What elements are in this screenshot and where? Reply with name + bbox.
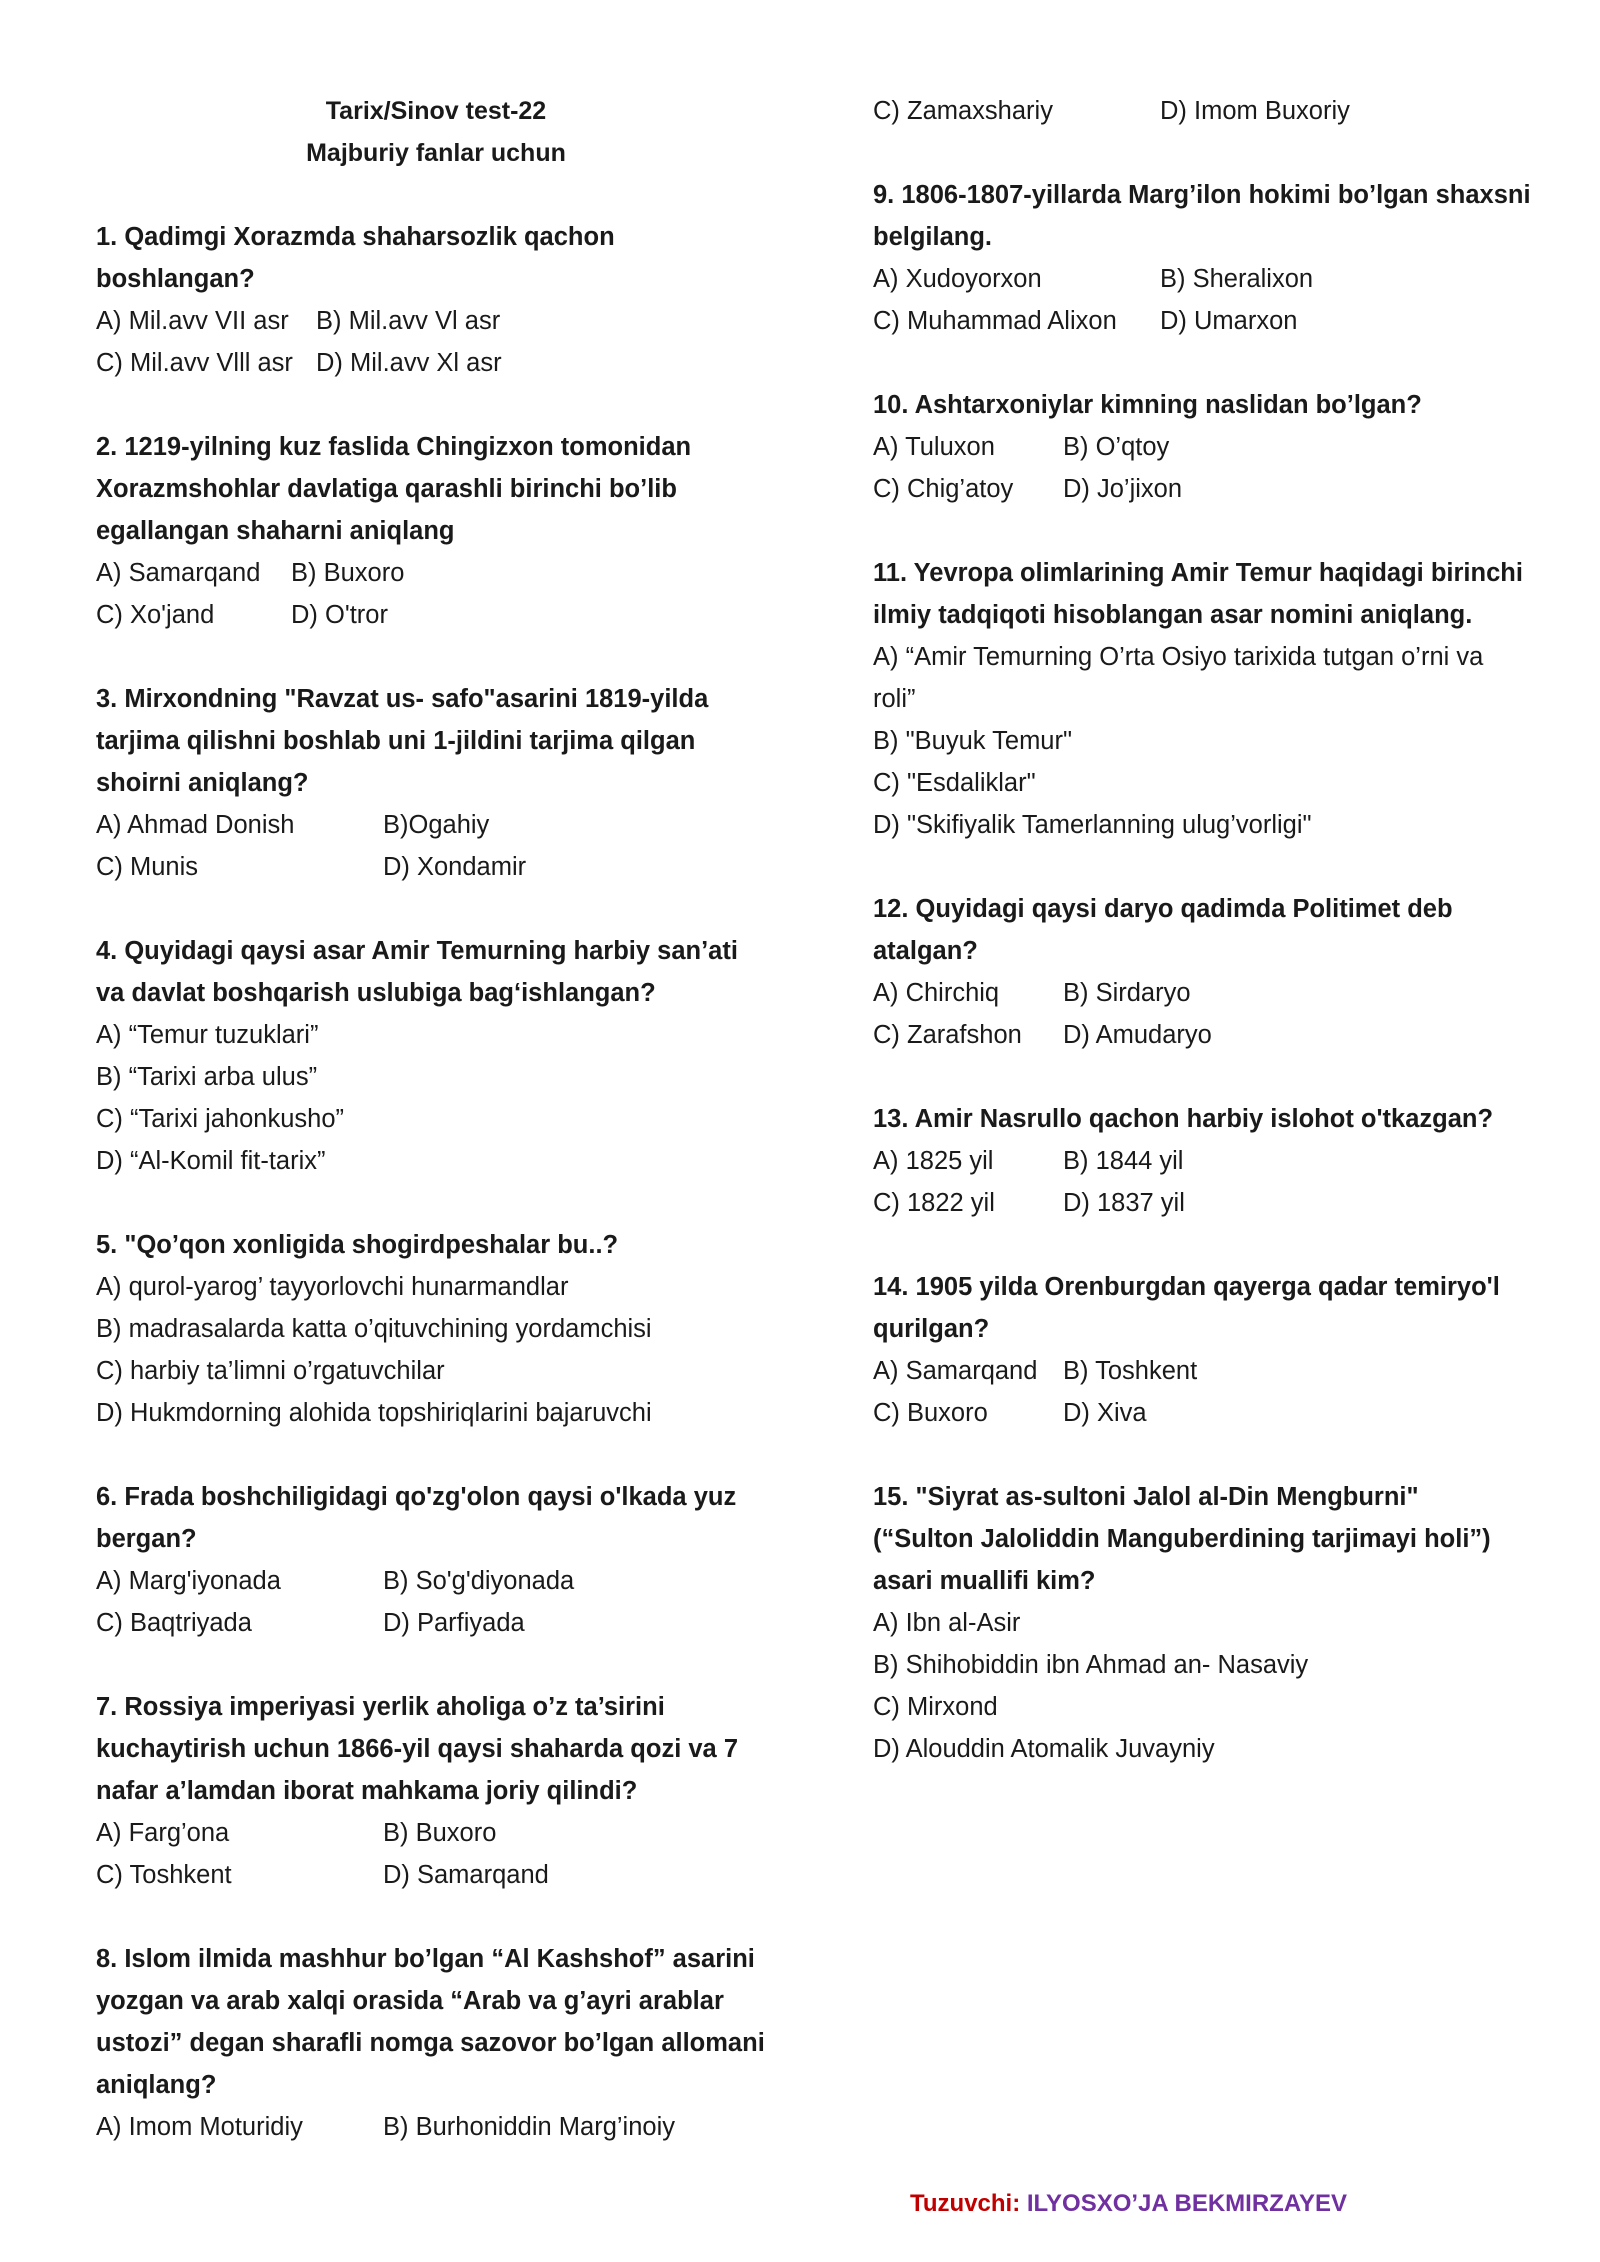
answer-option: A) Imom Moturidiy (96, 2113, 303, 2141)
question-text: qurilgan? (873, 1315, 990, 1343)
question-q9 (873, 174, 1573, 342)
question-q10 (873, 384, 1573, 510)
option-row (96, 1140, 796, 1182)
option-row (873, 1686, 1573, 1728)
answer-option: D) “Al-Komil fit-tarix” (96, 1147, 326, 1175)
answer-option: C) Mirxond (873, 1693, 998, 1721)
answer-option: A) Marg'iyonada (96, 1567, 281, 1595)
option-row (96, 1560, 796, 1602)
page-subtitle: Majburiy fanlar uchun (306, 139, 566, 167)
answer-option: C) Baqtriyada (96, 1609, 252, 1637)
answer-option: B) O’qtoy (1063, 433, 1170, 461)
option-row (873, 468, 1573, 510)
answer-option: D) Hukmdorning alohida topshiriqlarini bajaruvchi (96, 1399, 652, 1427)
author-label: Tuzuvchi: (910, 2190, 1021, 2217)
option-row (873, 300, 1573, 342)
answer-option: A) Chirchiq (873, 979, 1000, 1007)
answer-option: D) Alouddin Atomalik Juvayniy (873, 1735, 1215, 1763)
option-row (873, 1182, 1573, 1224)
answer-option: roli” (873, 685, 916, 713)
question-text: 2. 1219-yilning kuz faslida Chingizxon tomonidan (96, 433, 692, 461)
answer-option: D) Xondamir (383, 853, 527, 881)
answer-option: C) Toshkent (96, 1861, 232, 1889)
answer-option: D) Jo’jixon (1063, 475, 1183, 503)
answer-option: C) Xo'jand (96, 601, 215, 629)
question-text: 13. Amir Nasrullo qachon harbiy islohot o'tkazgan? (873, 1105, 1494, 1133)
answer-option: C) Muhammad Alixon (873, 307, 1117, 335)
answer-option: D) Mil.avv Xl asr (316, 349, 502, 377)
answer-option: C) Zamaxshariy (873, 97, 1053, 125)
option-row (96, 342, 796, 384)
option-row (873, 720, 1573, 762)
question-text: 10. Ashtarxoniylar kimning naslidan bo’lgan? (873, 391, 1422, 419)
answer-option: A) Ahmad Donish (96, 811, 295, 839)
option-row (96, 1266, 796, 1308)
option-row (96, 300, 796, 342)
option-row (96, 1350, 796, 1392)
question-text: atalgan? (873, 937, 978, 965)
question-q11 (873, 552, 1573, 846)
question-q3 (96, 678, 796, 888)
question-text: 5. "Qo’qon xonligida shogirdpeshalar bu..? (96, 1231, 619, 1259)
header (96, 90, 776, 174)
option-row (96, 1602, 796, 1644)
option-row (873, 90, 1573, 132)
question-q4 (96, 930, 796, 1182)
question-text: 1. Qadimgi Xorazmda shaharsozlik qachon (96, 223, 615, 251)
option-row (873, 1350, 1573, 1392)
option-row (873, 1644, 1573, 1686)
option-row (96, 1056, 796, 1098)
answer-option: C) harbiy ta’limni o’rgatuvchilar (96, 1357, 445, 1385)
question-text: 11. Yevropa olimlarining Amir Temur haqidagi birinchi (873, 559, 1523, 587)
option-row (96, 1098, 796, 1140)
answer-option: B) Sirdaryo (1063, 979, 1191, 1007)
right-column (873, 90, 1573, 1812)
question-text: 6. Frada boshchiligidagi qo'zg'olon qaysi o'lkada yuz (96, 1483, 737, 1511)
answer-option: C) “Tarixi jahonkusho” (96, 1105, 345, 1133)
answer-option: A) qurol-yarog’ tayyorlovchi hunarmandlar (96, 1273, 569, 1301)
answer-option: A) 1825 yil (873, 1147, 994, 1175)
option-row (96, 1014, 796, 1056)
answer-option: A) Xudoyorxon (873, 265, 1042, 293)
question-q2 (96, 426, 796, 636)
answer-option: D) Amudaryo (1063, 1021, 1212, 1049)
option-row (873, 258, 1573, 300)
option-row (96, 1812, 796, 1854)
option-row (873, 636, 1573, 678)
answer-option: A) “Amir Temurning O’rta Osiyo tarixida tutgan o’rni va (873, 643, 1484, 671)
answer-option: D) Imom Buxoriy (1160, 97, 1350, 125)
question-text: 7. Rossiya imperiyasi yerlik aholiga o’z ta’sirini (96, 1693, 665, 1721)
question-q15 (873, 1476, 1573, 1770)
question-text: boshlangan? (96, 265, 255, 293)
answer-option: A) Samarqand (96, 559, 261, 587)
option-row (873, 1014, 1573, 1056)
page-title: Tarix/Sinov test-22 (325, 97, 547, 125)
question-text: 12. Quyidagi qaysi daryo qadimda Politimet deb (873, 895, 1453, 923)
question-text: nafar a’lamdan iborat mahkama joriy qilindi? (96, 1777, 638, 1805)
answer-option: D) O'tror (291, 601, 388, 629)
author-name: ILYOSXO’JA BEKMIRZAYEV (1026, 2190, 1347, 2217)
question-q1 (96, 216, 796, 384)
answer-option: B) “Tarixi arba ulus” (96, 1063, 318, 1091)
question-text: Xorazmshohlar davlatiga qarashli birinchi bo’lib (96, 475, 677, 503)
question-text: ilmiy tadqiqoti hisoblangan asar nomini aniqlang. (873, 601, 1473, 629)
answer-option: D) Samarqand (383, 1861, 549, 1889)
option-row (96, 552, 796, 594)
answer-option: A) Ibn al-Asir (873, 1609, 1021, 1637)
question-text: kuchaytirish uchun 1866-yil qaysi shaharda qozi va 7 (96, 1735, 738, 1763)
option-row (873, 804, 1573, 846)
question-q8 (96, 1938, 796, 2148)
answer-option: B) 1844 yil (1063, 1147, 1184, 1175)
question-text: aniqlang? (96, 2071, 217, 2099)
answer-option: C) Zarafshon (873, 1021, 1022, 1049)
question-text: egallangan shaharni aniqlang (96, 517, 455, 545)
option-row (96, 1392, 796, 1434)
question-text: asari muallifi kim? (873, 1567, 1096, 1595)
answer-option: B) madrasalarda katta o’qituvchining yordamchisi (96, 1315, 652, 1343)
question-q5 (96, 1224, 796, 1434)
answer-option: B) Sheralixon (1160, 265, 1314, 293)
question-text: tarjima qilishni boshlab uni 1-jildini tarjima qilgan (96, 727, 696, 755)
question-text: bergan? (96, 1525, 197, 1553)
answer-option: A) Samarqand (873, 1357, 1038, 1385)
question-text: 15. "Siyrat as-sultoni Jalol al-Din Mengburni" (873, 1483, 1419, 1511)
option-row (873, 1392, 1573, 1434)
question-q8c (873, 90, 1573, 132)
option-row (96, 2106, 796, 2148)
option-row (96, 804, 796, 846)
answer-option: C) Buxoro (873, 1399, 988, 1427)
question-text: va davlat boshqarish uslubiga bag‘ishlangan? (96, 979, 656, 1007)
question-text: yozgan va arab xalqi orasida “Arab va g’ayri arablar (96, 1987, 724, 2015)
answer-option: B) Mil.avv Vl asr (316, 307, 501, 335)
question-q12 (873, 888, 1573, 1056)
answer-option: C) Chig’atoy (873, 475, 1014, 503)
answer-option: B) Toshkent (1063, 1357, 1198, 1385)
question-text: 3. Mirxondning "Ravzat us- safo"asarini 1819-yilda (96, 685, 709, 713)
answer-option: A) Mil.avv VII asr (96, 307, 289, 335)
option-row (873, 426, 1573, 468)
option-row (873, 1602, 1573, 1644)
answer-option: C) Mil.avv Vlll asr (96, 349, 293, 377)
question-q13 (873, 1098, 1573, 1224)
answer-option: C) Munis (96, 853, 199, 881)
question-text: ustozi” degan sharafli nomga sazovor bo’lgan allomani (96, 2029, 765, 2057)
answer-option: A) Farg’ona (96, 1819, 230, 1847)
option-row (96, 1308, 796, 1350)
answer-option: D) Umarxon (1160, 307, 1298, 335)
answer-option: D) Xiva (1063, 1399, 1147, 1427)
question-q14 (873, 1266, 1573, 1434)
option-row (96, 1854, 796, 1896)
left-column (96, 90, 796, 2190)
option-row (873, 762, 1573, 804)
question-q6 (96, 1476, 796, 1644)
footer (910, 2186, 1347, 2222)
answer-option: D) 1837 yil (1063, 1189, 1185, 1217)
answer-option: A) “Temur tuzuklari” (96, 1021, 319, 1049)
answer-option: B) Burhoniddin Marg’inoiy (383, 2113, 675, 2141)
option-row (873, 678, 1573, 720)
answer-option: C) "Esdaliklar" (873, 769, 1036, 797)
question-text: belgilang. (873, 223, 993, 251)
option-row (96, 846, 796, 888)
option-row (873, 972, 1573, 1014)
question-text: 4. Quyidagi qaysi asar Amir Temurning harbiy san’ati (96, 937, 738, 965)
answer-option: B)Ogahiy (383, 811, 490, 839)
answer-option: D) "Skifiyalik Tamerlanning ulug’vorligi" (873, 811, 1312, 839)
answer-option: C) 1822 yil (873, 1189, 995, 1217)
option-row (873, 1140, 1573, 1182)
option-row (873, 1728, 1573, 1770)
question-text: 9. 1806-1807-yillarda Marg’ilon hokimi bo’lgan shaxsni (873, 181, 1531, 209)
answer-option: D) Parfiyada (383, 1609, 525, 1637)
answer-option: B) Buxoro (383, 1819, 497, 1847)
question-text: 14. 1905 yilda Orenburgdan qayerga qadar temiryo'l (873, 1273, 1500, 1301)
answer-option: B) So'g'diyonada (383, 1567, 575, 1595)
question-q7 (96, 1686, 796, 1896)
answer-option: B) Shihobiddin ibn Ahmad an- Nasaviy (873, 1651, 1309, 1679)
option-row (96, 594, 796, 636)
question-text: (“Sulton Jaloliddin Manguberdining tarjimayi holi”) (873, 1525, 1491, 1553)
question-text: 8. Islom ilmida mashhur bo’lgan “Al Kashshof” asarini (96, 1945, 755, 1973)
answer-option: B) "Buyuk Temur" (873, 727, 1073, 755)
answer-option: B) Buxoro (291, 559, 405, 587)
question-text: shoirni aniqlang? (96, 769, 309, 797)
answer-option: A) Tuluxon (873, 433, 995, 461)
